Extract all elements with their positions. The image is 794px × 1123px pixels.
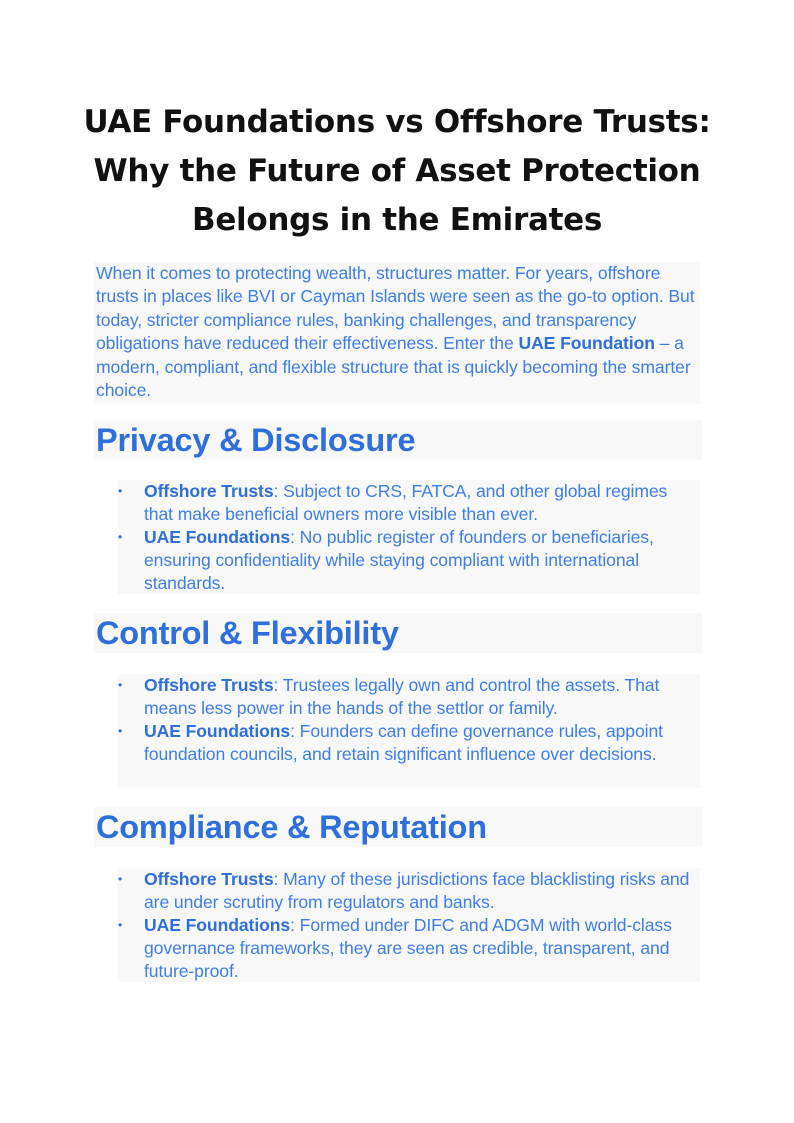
- list-item-term: Offshore Trusts: [144, 481, 274, 501]
- intro-paragraph: [94, 262, 700, 402]
- bullet-icon: •: [118, 918, 123, 932]
- list-item: [118, 720, 700, 766]
- intro-text-before: When it comes to protecting wealth, structures matter. For years, offshore trusts in places like BVI or Cayman Islands were seen as the go-to option. But today, stricter compliance rules, banking challenges, and transparency obligations have reduced their effectiveness. Enter the: [96, 263, 695, 354]
- list-item-term: UAE Foundations: [144, 527, 291, 547]
- list-item-term: UAE Foundations: [144, 721, 291, 741]
- section-heading-control: Control & Flexibility: [94, 613, 702, 653]
- list-item-term: Offshore Trusts: [144, 675, 274, 695]
- page-title: [0, 98, 794, 245]
- title-line-3: Belongs in the Emirates: [192, 202, 602, 238]
- bullet-icon: •: [118, 872, 123, 886]
- list-item: [118, 868, 700, 914]
- intro-text-after: – a modern, compliant, and flexible structure that is quickly becoming the smarter choice.: [96, 333, 691, 401]
- list-item: [118, 526, 700, 595]
- section-list-control: [118, 674, 700, 788]
- section-heading-compliance: Compliance & Reputation: [94, 807, 702, 847]
- list-item-term: UAE Foundations: [144, 915, 291, 935]
- list-item-text: : Trustees legally own and control the assets. That means less power in the hands of the settlor or family.: [144, 675, 660, 718]
- list-item: [118, 914, 700, 983]
- list-item-text: : No public register of founders or beneficiaries, ensuring confidentiality while staying compliant with international standards.: [144, 527, 654, 593]
- list-item-term: Offshore Trusts: [144, 869, 274, 889]
- list-item: [118, 480, 700, 526]
- bullet-icon: •: [118, 724, 123, 738]
- list-item-text: : Founders can define governance rules, appoint foundation councils, and retain significant influence over decisions.: [144, 721, 663, 764]
- list-item-text: : Subject to CRS, FATCA, and other global regimes that make beneficial owners more visible than ever.: [144, 481, 668, 524]
- section-list-compliance: [118, 868, 700, 982]
- intro-block: [94, 262, 700, 404]
- bullet-icon: •: [118, 678, 123, 692]
- list-item: [118, 674, 700, 720]
- title-line-2: Why the Future of Asset Protection: [93, 153, 701, 189]
- bullet-icon: •: [118, 530, 123, 544]
- list-item-text: : Formed under DIFC and ADGM with world-class governance frameworks, they are seen as credible, transparent, and future-proof.: [144, 915, 672, 981]
- section-list-privacy: [118, 480, 700, 594]
- section-heading-privacy: Privacy & Disclosure: [94, 420, 702, 460]
- intro-highlight: UAE Foundation: [518, 333, 655, 354]
- title-line-1: UAE Foundations vs Offshore Trusts:: [83, 104, 711, 140]
- bullet-icon: •: [118, 484, 123, 498]
- list-item-text: : Many of these jurisdictions face blacklisting risks and are under scrutiny from regulators and banks.: [144, 869, 690, 912]
